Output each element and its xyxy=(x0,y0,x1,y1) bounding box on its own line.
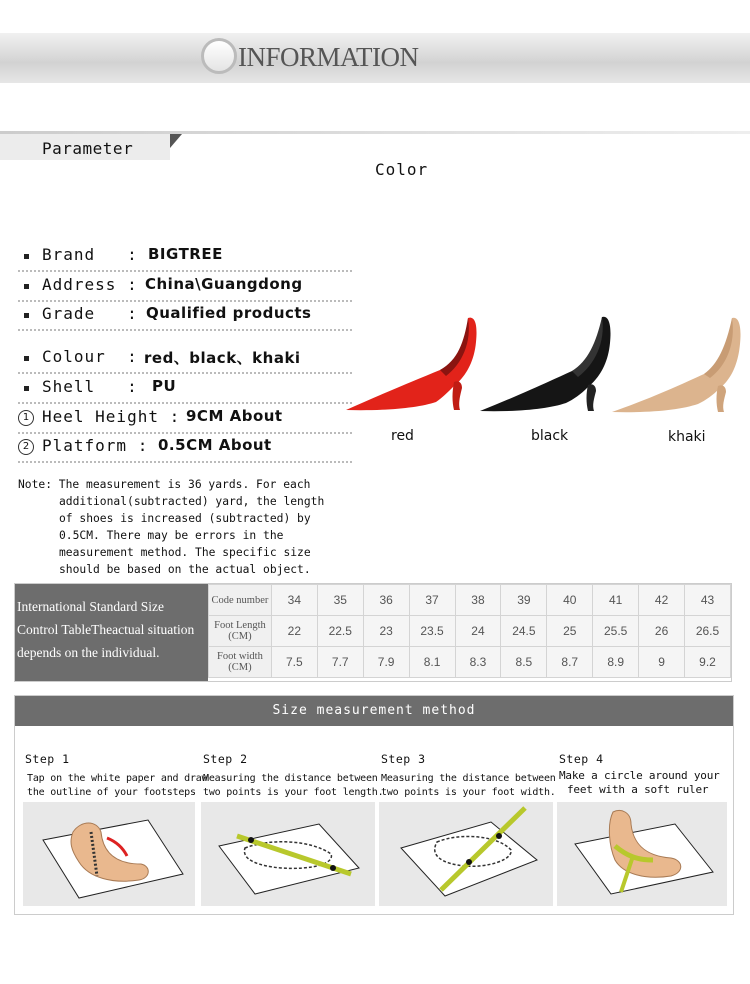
size-cell: 8.3 xyxy=(455,647,501,678)
step-2-title: Step 2 xyxy=(203,752,248,766)
spec-label: Grade : xyxy=(42,304,138,323)
size-table-caption xyxy=(15,584,208,681)
spec-row-address xyxy=(18,272,352,302)
step-4-desc xyxy=(559,769,720,797)
row-header: Foot Length (CM) xyxy=(209,616,272,647)
note-line: measurement method. The specific size xyxy=(59,546,311,559)
size-cell: 8.1 xyxy=(409,647,455,678)
spec-label: Platform : xyxy=(42,436,149,455)
size-cell: 24 xyxy=(455,616,501,647)
size-cell: 23.5 xyxy=(409,616,455,647)
size-table xyxy=(14,583,732,682)
step-1-desc xyxy=(27,772,207,800)
size-cell: 7.7 xyxy=(317,647,363,678)
red-shoe-image xyxy=(346,318,477,411)
spec-label: Brand : xyxy=(42,245,138,264)
spec-value: 0.5CM About xyxy=(158,436,272,454)
spec-row-brand xyxy=(18,242,352,272)
tab-corner-icon xyxy=(170,134,182,148)
size-cell: 36 xyxy=(363,585,409,616)
step-2-image xyxy=(201,802,375,906)
color-title: Color xyxy=(375,160,429,179)
number-two-icon: 2 xyxy=(18,439,34,455)
note-line: Note: The measurement is 36 yards. For each xyxy=(18,478,311,491)
bullet-icon xyxy=(24,356,29,361)
size-cell: 25 xyxy=(547,616,593,647)
note-line: 0.5CM. There may be errors in the xyxy=(59,529,284,542)
step-desc-line: feet with a soft ruler xyxy=(567,783,709,796)
step-1-image xyxy=(23,802,195,906)
size-cell: 8.7 xyxy=(547,647,593,678)
caption-line: Control TableTheactual situation xyxy=(17,622,195,637)
bullet-icon xyxy=(24,254,29,259)
size-cell: 34 xyxy=(271,585,317,616)
step-desc-line: Measuring the distance between xyxy=(381,773,556,784)
khaki-shoe-image xyxy=(612,318,741,412)
size-cell: 22 xyxy=(271,616,317,647)
spec-value: red、black、khaki xyxy=(144,349,301,367)
step-desc-line: Make a circle around your xyxy=(559,769,720,782)
spec-value: Qualified products xyxy=(146,304,312,322)
size-cell: 7.5 xyxy=(271,647,317,678)
spec-value: 9CM About xyxy=(186,407,283,425)
size-cell: 9 xyxy=(639,647,685,678)
parameter-label: Parameter xyxy=(42,139,134,158)
size-cell: 39 xyxy=(501,585,547,616)
size-cell: 35 xyxy=(317,585,363,616)
size-cell: 37 xyxy=(409,585,455,616)
step-3-image xyxy=(379,802,553,906)
spec-value: BIGTREE xyxy=(148,245,223,263)
step-desc-line: two points is your foot length. xyxy=(203,787,384,798)
page-title: INFORMATION xyxy=(238,42,419,72)
size-cell: 7.9 xyxy=(363,647,409,678)
size-cell: 24.5 xyxy=(501,616,547,647)
spec-label: Address : xyxy=(42,275,138,294)
measurement-section xyxy=(14,695,734,915)
step-desc-line: Measuring the distance between xyxy=(203,773,378,784)
number-one-icon: 1 xyxy=(18,410,34,426)
size-cell: 26.5 xyxy=(685,616,731,647)
size-cell: 42 xyxy=(639,585,685,616)
length-row xyxy=(209,616,731,647)
banner-circle-icon xyxy=(201,38,237,74)
shoes-illustration xyxy=(344,312,744,418)
step-desc-line: Tap on the white paper and draw xyxy=(27,773,208,784)
step-1-title: Step 1 xyxy=(25,752,70,766)
step-4-title: Step 4 xyxy=(559,752,604,766)
spec-label: Colour : xyxy=(42,347,138,366)
step-4-image xyxy=(557,802,727,906)
size-grid xyxy=(208,584,731,678)
width-row xyxy=(209,647,731,678)
measurement-title: Size measurement method xyxy=(15,696,733,726)
color-label-khaki: khaki xyxy=(668,429,706,445)
spec-value: China\Guangdong xyxy=(145,275,303,293)
size-cell: 38 xyxy=(455,585,501,616)
color-label-black: black xyxy=(531,428,569,444)
caption-line: depends on the individual. xyxy=(17,645,160,660)
size-cell: 43 xyxy=(685,585,731,616)
black-shoe-image xyxy=(480,317,611,411)
size-cell: 41 xyxy=(593,585,639,616)
size-cell: 8.5 xyxy=(501,647,547,678)
step-2-desc xyxy=(203,772,383,800)
caption-line: International Standard Size xyxy=(17,599,164,614)
size-cell: 8.9 xyxy=(593,647,639,678)
bullet-icon xyxy=(24,284,29,289)
step-3-desc xyxy=(381,772,556,800)
measurement-note xyxy=(18,476,338,578)
size-cell: 23 xyxy=(363,616,409,647)
size-cell: 25.5 xyxy=(593,616,639,647)
spec-value: PU xyxy=(152,377,177,395)
size-cell: 40 xyxy=(547,585,593,616)
step-desc-line: two points is your foot width. xyxy=(381,787,556,798)
note-line: of shoes is increased (subtracted) by xyxy=(59,512,311,525)
size-cell: 22.5 xyxy=(317,616,363,647)
bullet-icon xyxy=(24,313,29,318)
spec-label: Shell : xyxy=(42,377,138,396)
spec-row-colour xyxy=(18,344,352,374)
note-line: additional(subtracted) yard, the length xyxy=(59,495,325,508)
row-header: Foot width (CM) xyxy=(209,647,272,678)
row-header: Code number xyxy=(209,585,272,616)
size-cell: 26 xyxy=(639,616,685,647)
step-desc-line: the outline of your footsteps xyxy=(27,787,196,798)
step-3-title: Step 3 xyxy=(381,752,426,766)
code-row xyxy=(209,585,731,616)
spec-row-heel-height xyxy=(18,404,352,434)
spec-label: Heel Height : xyxy=(42,407,181,426)
note-line: should be based on the actual object. xyxy=(59,563,311,576)
spec-row-platform xyxy=(18,433,352,463)
spec-row-grade xyxy=(18,301,352,331)
bullet-icon xyxy=(24,386,29,391)
size-cell: 9.2 xyxy=(685,647,731,678)
spec-row-shell xyxy=(18,374,352,404)
color-label-red: red xyxy=(391,428,414,444)
